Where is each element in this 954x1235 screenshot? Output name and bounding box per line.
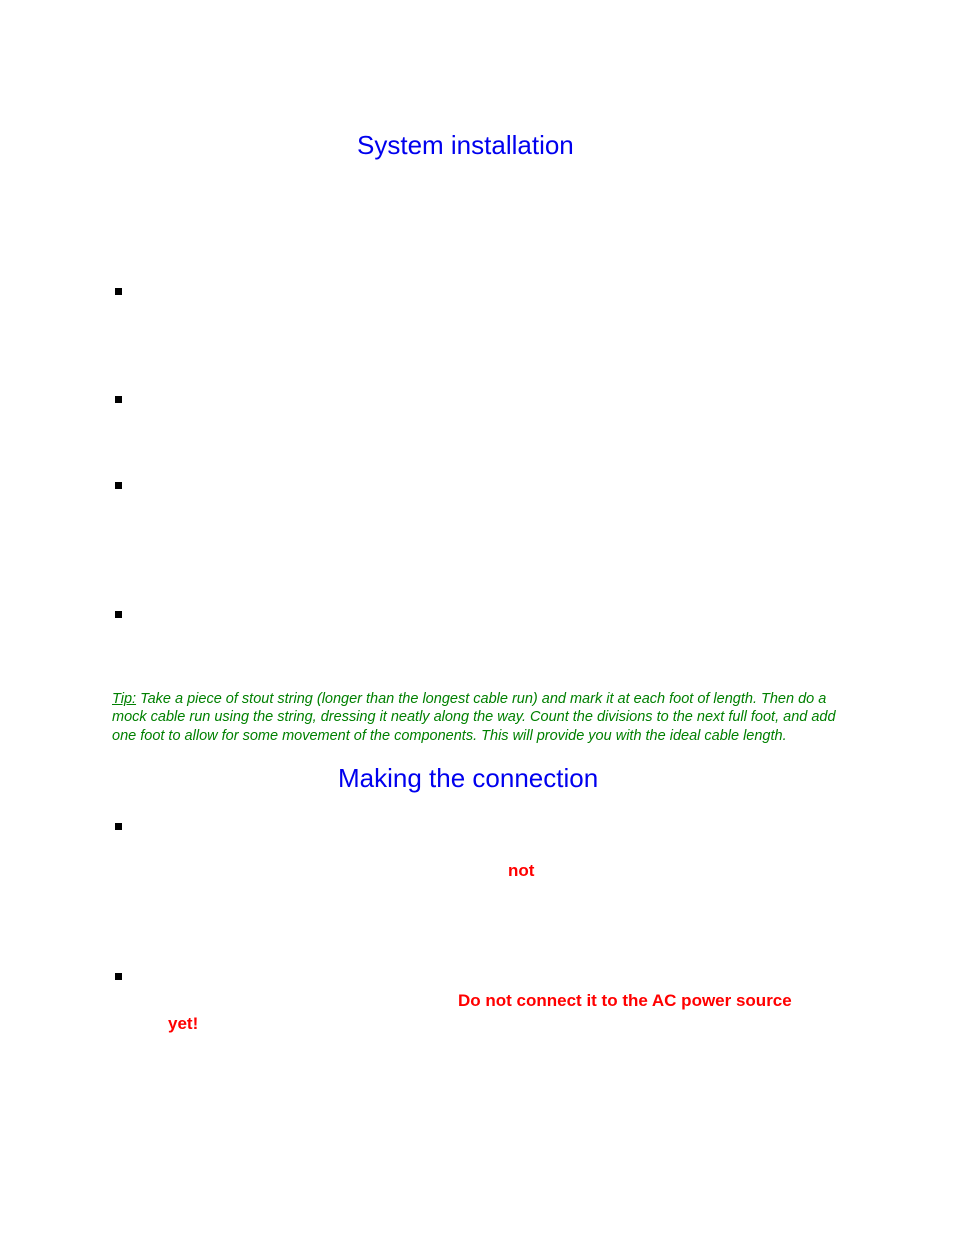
tip-paragraph <box>112 690 837 745</box>
tip-text: Take a piece of stout string (longer than the longest cable run) and mark it at each foot of length. Then do a mock cable run using the string, dressing it neatly along the way. Count the divisions to the next full foot, and add one foot to allow for some movement of the components. This will provide you with the ideal cable length. <box>112 691 836 744</box>
warning-not: not <box>508 861 535 880</box>
warning-do-not-connect: Do not connect it to the AC power source <box>458 991 792 1010</box>
section-heading-system-installation: System installation <box>357 130 574 160</box>
bullet-marker <box>115 973 122 980</box>
bullet-marker <box>115 482 122 489</box>
bullet-marker <box>115 611 122 618</box>
warning-yet: yet! <box>168 1014 199 1033</box>
tip-label: Tip: <box>112 691 137 707</box>
bullet-marker <box>115 823 122 830</box>
section-heading-making-the-connection: Making the connection <box>338 763 599 793</box>
bullet-marker <box>115 288 122 295</box>
bullet-marker <box>115 396 122 403</box>
